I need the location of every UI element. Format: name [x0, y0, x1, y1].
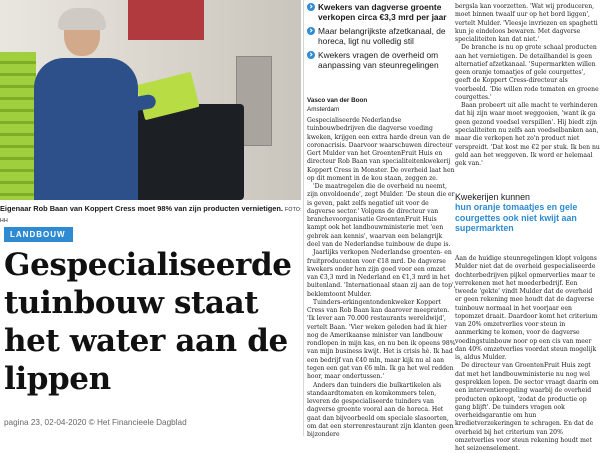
photo-caption — [0, 204, 302, 226]
column-divider — [303, 0, 304, 436]
section-tag[interactable]: LANDBOUW — [4, 227, 73, 242]
paragraph: Tuinders-erkingentondenkweker Koppert Cress van Rob Baan kan daarover meepraten. 'Ik lever aan 70.000 restaurants wereldwijd', vertelt Baan. 'Vier weken geleden had ik hier nog de Amerikaanse minister van landbouw rondlopen in mijn kas, en nu ben ik opeens 98% van mijn business kwijt. Het is crisis hè. Ik had een bedrijf van €40 mln, maar kijk nu al aan tegen een gat van €6 mln. Ik ga het wel redden hoor, maar ondertussen.' — [307, 298, 456, 381]
summary-bullet — [307, 26, 457, 47]
pull-quote-lead: Kwekerijen kunnen — [455, 192, 530, 202]
byline-location: Amsterdam — [307, 106, 340, 113]
pull-quote-highlight: hun oranje tomaatjes en gele courgettes ook niet kwijt aan supermarkten — [455, 202, 578, 234]
photo-person — [34, 58, 138, 200]
summary-bullet — [307, 2, 457, 23]
paragraph: De directeur van GroentenFruit Huis zegt dat met het landbouwministerie nu nog wel gesprekken lopen. De sector vraagt daarin om een interventieregeling waarbij de overheid producten opkoopt, 'zodat de productie op gang blijft'. De tuinders vragen ook overheidsgarantie om hun kredietverzekeringen te schragen. En dat de overheid bij het criterium van 20% omzetverlies voor steun rekening houdt met het seizoenselement. — [455, 362, 599, 453]
paragraph: Baan probeert uit alle macht te verhinderen dat hij zijn waar moet weggooien, 'want ik ga geen gezond voedsel verspillen'. Hij biedt zijn specialiteiten nu zelfs aan voedselbanken aan, maar die verkopen het zo'n product niet verspreidt. 'Dat kost me €2 per stuk. Ik ben nu geld aan het weggeven. Ik word er helemaal gek van.' — [455, 102, 600, 168]
caption-text: Eigenaar Rob Baan van Koppert Cress moet 98% van zijn producten vernietigen. — [0, 204, 283, 213]
byline-author: Vasco van der Boon — [307, 97, 368, 104]
paragraph: Anders dan tuinders die bulkartikelen als standaardtomaten en komkommers telen, leveren de gespecialiseerde tuinders van dagverse groente vooral aan de horeca. Het gaat dan bijvoorbeeld om speciale slasoorten, om dat een sterrenrestaurant zijn klanten geen bijzondere — [307, 381, 454, 439]
paragraph: 'De maatregelen die de overheid nu neemt, zijn onvoldoende', zegt Mulder. 'De steun die er is geven, pakt zelfs negatief uit voor de dagverse sector.' Volgens de directeur van branchevoorganisatie GroentenFruit Huis kampt ook het landbouwministerie met 'een gebrek aan kennis', waarvan een belangrijk deel van de Nederlandse tuinbouw de dupe is. — [307, 183, 455, 248]
bullet-text: Kwekers vragen de overheid om aanpassing van steunregelingen — [318, 49, 439, 71]
photo-credit: FOTO: HH — [0, 207, 302, 224]
photo-red-panel — [128, 0, 204, 40]
summary-bullet — [307, 50, 457, 71]
pull-quote — [455, 192, 600, 234]
check-icon — [307, 3, 315, 11]
paragraph: bergsla kan voorzetten. 'Wat wij produceren, moet binnen twaalf uur op het bord liggen', vertelt Mulder. 'Vleesje invriezen en spaghetti kun je eindeloos bewaren. Met dagverse specialiteiten kan dat niet.' — [455, 3, 598, 44]
summary-bullets — [307, 2, 457, 73]
article-column-3 — [455, 255, 600, 453]
check-icon — [307, 51, 315, 59]
photo-hair — [58, 8, 106, 30]
bullet-text: Maar belangrijkste afzetkanaal, de horeca, ligt nu volledig stil — [318, 25, 446, 47]
bullet-text: Kwekers van dagverse groente verkopen circa €3,3 mrd per jaar — [318, 2, 447, 23]
page-footer: pagina 23, 02-04-2020 © Het Financieele Dagblad — [4, 418, 187, 427]
check-icon — [307, 27, 315, 35]
paragraph: Jaarlijks verkopen Nederlandse groenten- en fruitproducenten voor €18 mrd. De dagverse kwekers onder hen zijn goed voor een omzet van €3,3 mrd in Nederland en €1,3 mrd in het buitenland. 'Internationaal staan zij aan de top', beklemtoont Mulder. — [307, 249, 456, 298]
article-column-2 — [455, 3, 600, 191]
headline: Gespecialiseerde tuinbouw staat het water aan de lippen — [4, 247, 292, 397]
paragraph: Gespecialiseerde Nederlandse tuinbouwbedrijven die dagverse voeding kweken, krijgen een extra harde dreun van de coronacrisis. Daarvoor waarschuwen directeur Gert Mulder van het GroentenFruit Huis en directeur Rob Baan van specialiteitenkwekerij Koppert Cress in Monster. De overheid laat hen op dit moment in de kou staan, zeggen ze. — [307, 117, 455, 182]
article-photo — [0, 0, 301, 200]
byline — [307, 96, 457, 114]
article-column-1 — [307, 117, 456, 439]
paragraph: Aan de huidige steunregelingen klopt volgens Mulder niet dat de overheid gespecialiseerde dochterbedrijven pijkel opmerverlies maar te verrekenen met het moederbedrijf. Een tweede 'gekte' vindt Mulder dat de overheid er geen rekening mee houdt dat de dagverse tuinbouw normaal in het voorjaar een topomzet draait. Daardoor komt het criterium van 20% omzetverlies voor steun in aanmerking te komen, voor de dagverse voedingstuinbouw noor op een cis van meer dan 40% omzetverlies voordat steun mogelijk is, aldus Mulder. — [455, 255, 598, 362]
paragraph: De branche is nu op grote schaal producten aan het vernietigen. De detailhandel is geen alternatief afzetkanaal. 'Supermarkten willen geen oranje tomaatjes of gele courgettes', geeft de Koppert Cress-directeur als voorbeeld. 'Die willen rode tomaten en groene courgettes.' — [455, 44, 599, 101]
photo-crates — [0, 52, 36, 200]
